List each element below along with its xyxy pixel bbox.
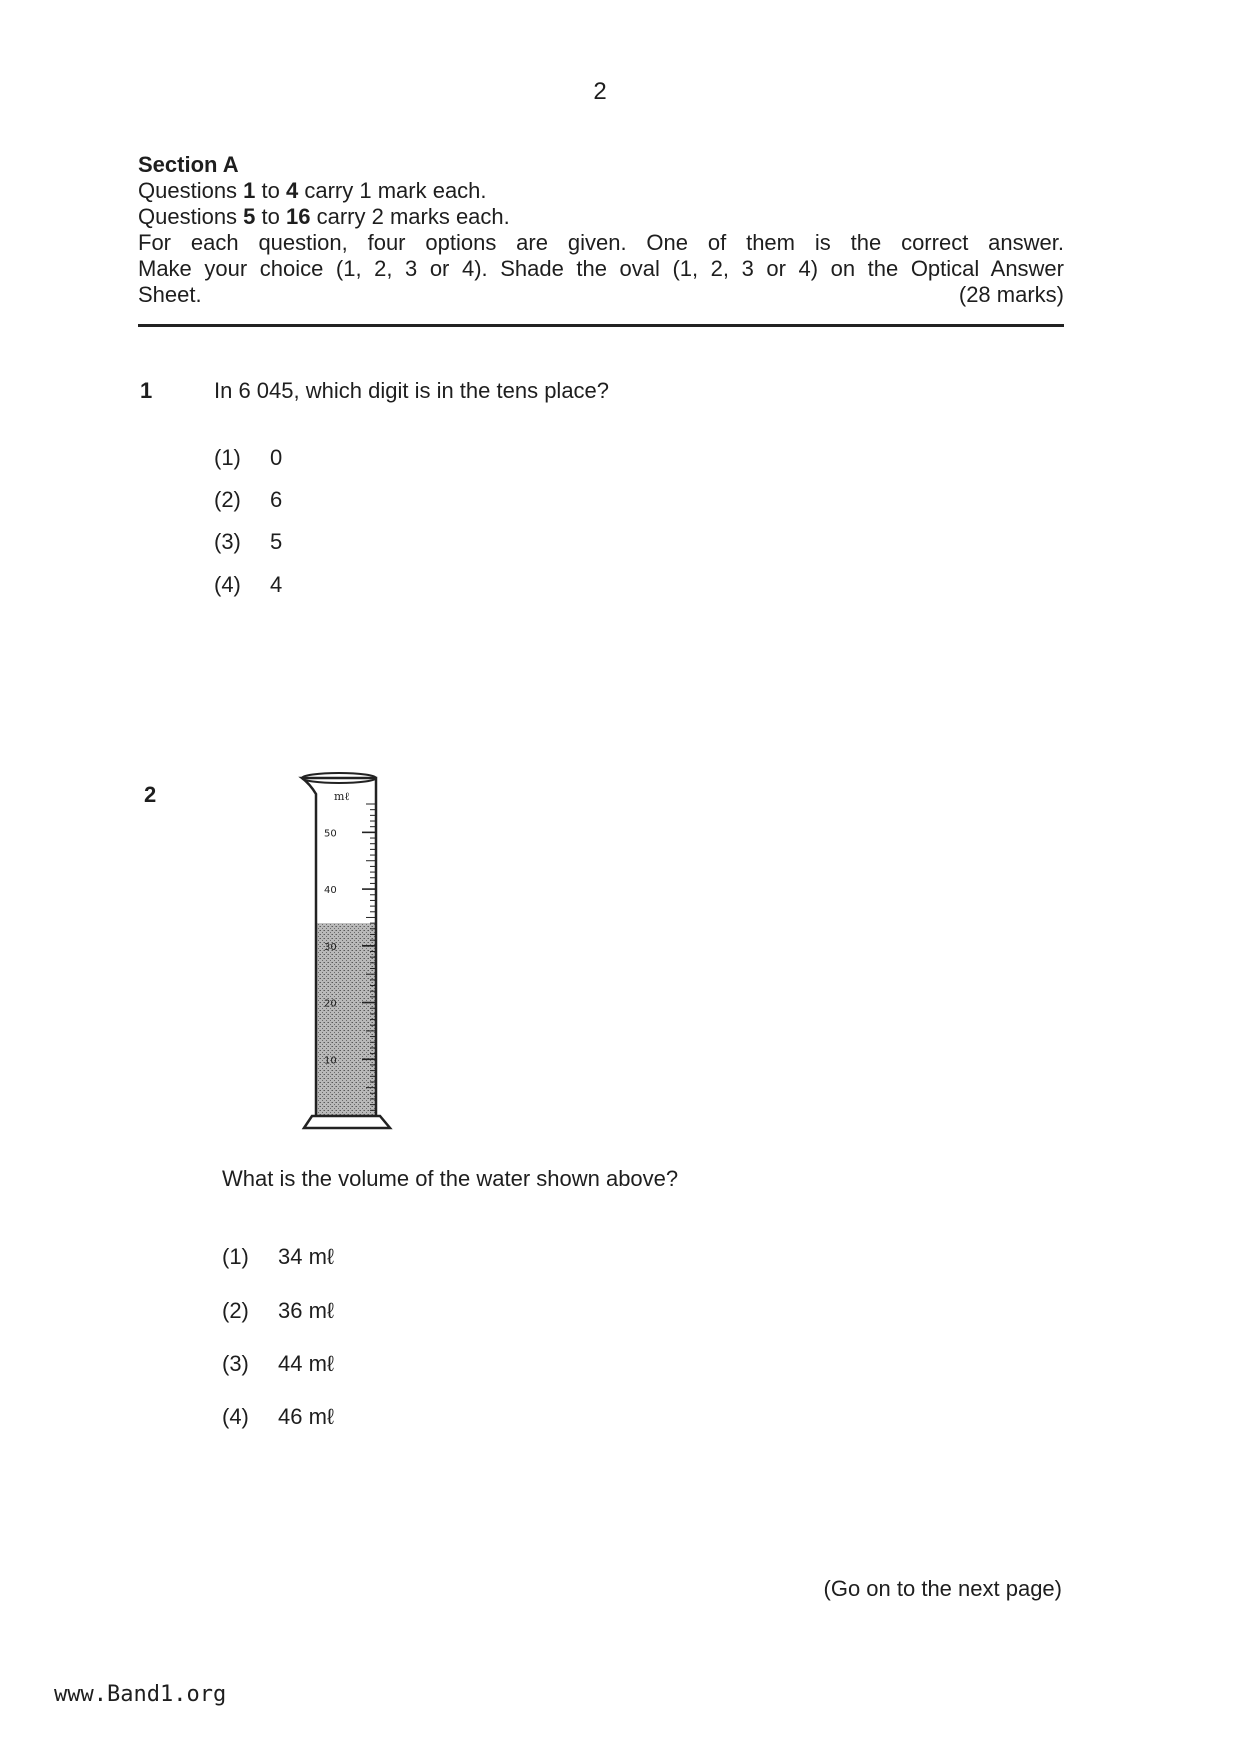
page-number: 2	[593, 78, 607, 105]
scale-label: 50	[324, 828, 337, 840]
question-1-option-4[interactable]	[214, 572, 282, 598]
option-value: 6	[270, 487, 283, 512]
question-1-option-1[interactable]	[214, 445, 282, 471]
footer-url: www.Band1.org	[54, 1682, 227, 1707]
scale-label: 20	[324, 998, 337, 1010]
option-value: 36 mℓ	[278, 1298, 335, 1323]
question-2-option-4[interactable]	[222, 1404, 334, 1430]
instruction-sheet-word: Sheet.	[138, 282, 202, 307]
option-value: 0	[270, 445, 283, 470]
question-1-option-3[interactable]	[214, 529, 282, 555]
option-number: (1)	[222, 1244, 249, 1269]
question-2-text: What is the volume of the water shown above?	[222, 1166, 679, 1191]
question-1-text: In 6 045, which digit is in the tens place?	[214, 378, 610, 403]
go-on-notice: (Go on to the next page)	[823, 1576, 1062, 1601]
measuring-cylinder-diagram	[296, 766, 406, 1144]
option-value: 34 mℓ	[278, 1244, 335, 1269]
option-number: (3)	[214, 529, 241, 554]
cylinder-base	[304, 1116, 390, 1128]
question-2-option-2[interactable]	[222, 1298, 334, 1324]
cylinder-unit-label: mℓ	[334, 790, 350, 803]
option-number: (3)	[222, 1351, 249, 1376]
scale-label: 10	[324, 1055, 337, 1067]
option-number: (1)	[214, 445, 241, 470]
instruction-line-2: Questions 5 to 16 carry 2 marks each.	[138, 204, 510, 229]
option-number: (2)	[214, 487, 241, 512]
question-1-number: 1	[140, 378, 153, 403]
option-value: 4	[270, 572, 283, 597]
question-2-option-1[interactable]	[222, 1244, 334, 1270]
scale-label: 40	[324, 885, 337, 897]
instruction-line-5	[138, 282, 1064, 308]
option-number: (4)	[222, 1404, 249, 1429]
total-marks: (28 marks)	[958, 282, 1064, 307]
option-number: (4)	[214, 572, 241, 597]
question-2-option-3[interactable]	[222, 1351, 334, 1377]
scale-label: 30	[324, 941, 337, 953]
question-1-option-2[interactable]	[214, 487, 282, 513]
instruction-line-3: For each question, four options are given. One of them is the correct answer.	[138, 230, 1064, 255]
option-value: 46 mℓ	[278, 1404, 335, 1429]
question-2-number: 2	[144, 782, 157, 807]
header-divider	[138, 324, 1064, 327]
instruction-line-1: Questions 1 to 4 carry 1 mark each.	[138, 178, 487, 203]
option-number: (2)	[222, 1298, 249, 1323]
section-header	[138, 152, 1064, 308]
section-title: Section A	[138, 152, 239, 177]
option-value: 5	[270, 529, 283, 554]
option-value: 44 mℓ	[278, 1351, 335, 1376]
instruction-line-4: Make your choice (1, 2, 3 or 4). Shade the oval (1, 2, 3 or 4) on the Optical Answer	[138, 256, 1064, 281]
